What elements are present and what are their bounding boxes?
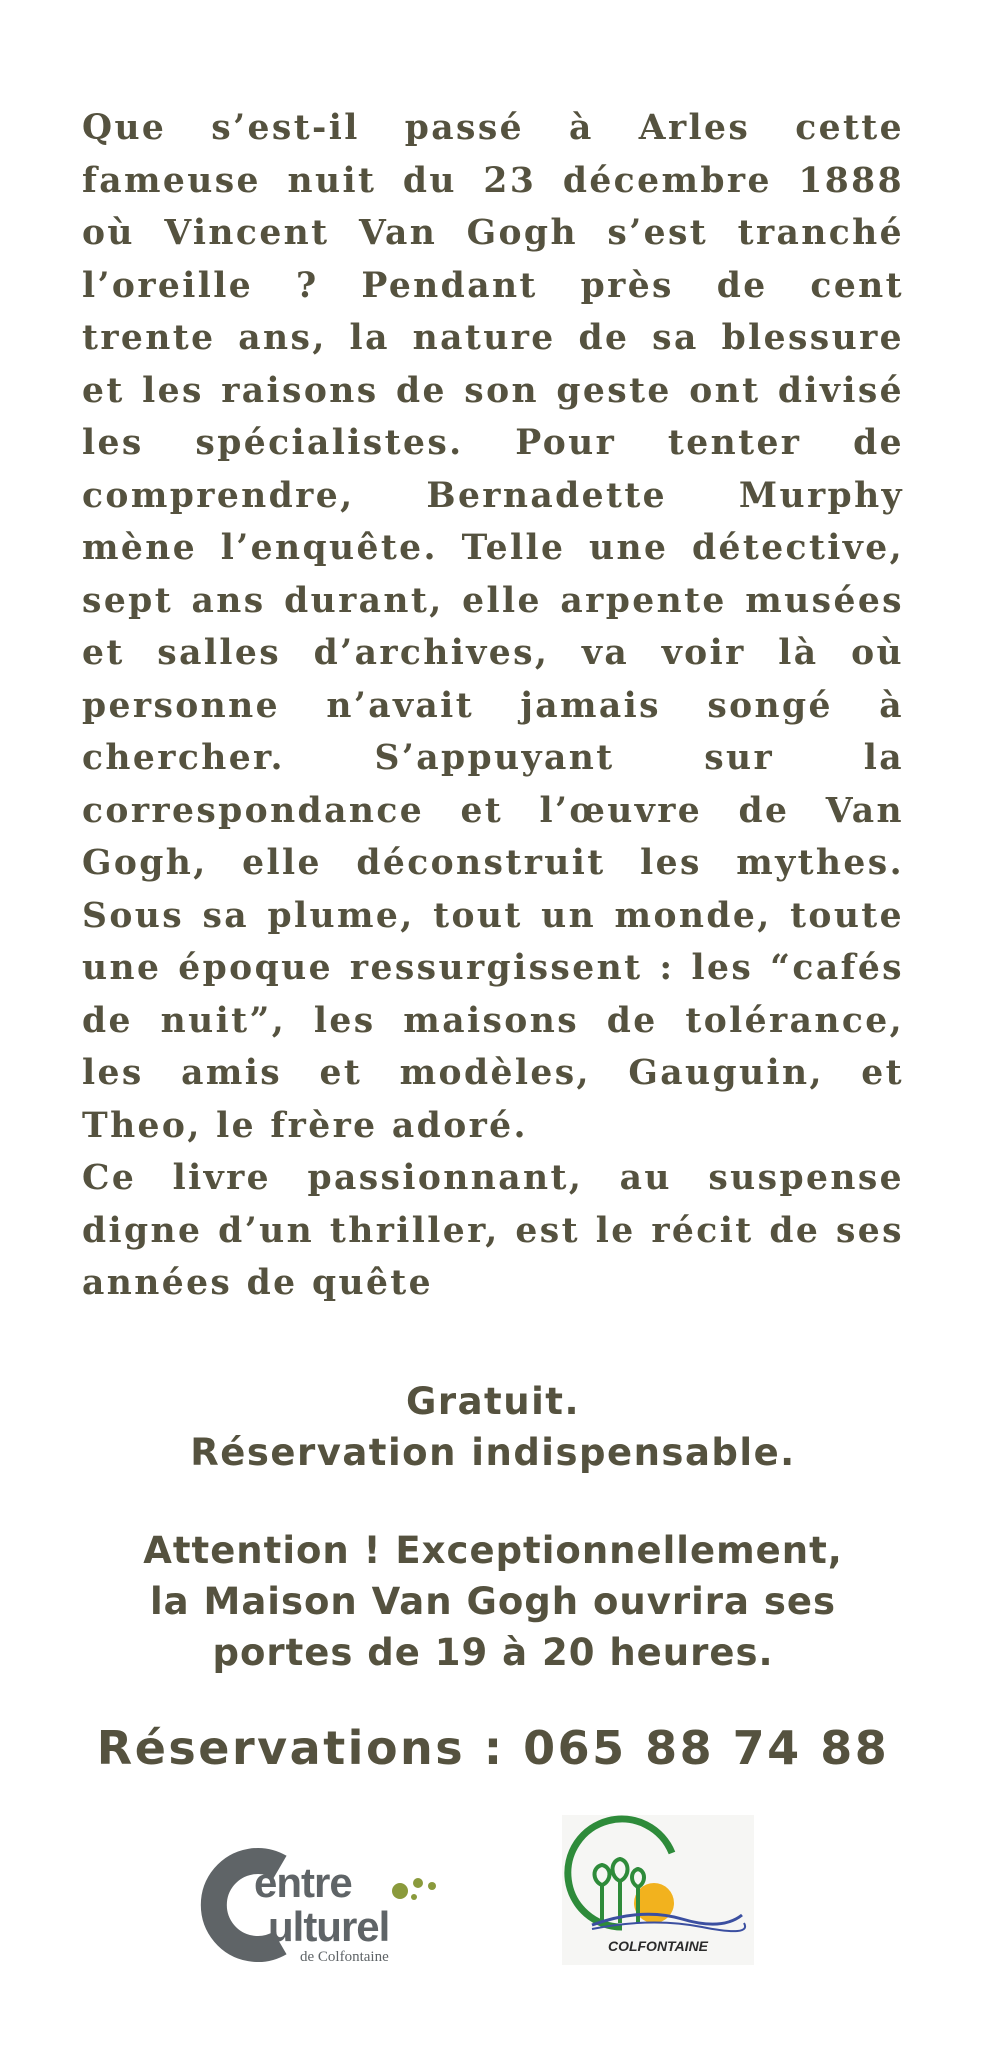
logo-subtitle: de Colfontaine [300,1949,389,1965]
admission-info [60,1376,926,1478]
free-label: Gratuit. [405,1380,581,1423]
logo-line2: ulturel [268,1903,390,1950]
colfontaine-name: COLFONTAINE [607,1938,709,1954]
description-paragraph: Que s’est-il passé à Arles cette fameuse nuit du 23 décembre 1888 où Vincent Van Gogh s’est tranché l’oreille ? Pendant près de cent trente ans, la nature de sa blessure et les raisons de son geste ont divisé les spécialistes. Pour tenter de comprendre, Bernadette Murphy mène l’enquête. Telle une détective, sept ans durant, elle arpente musées et salles d’archives, va voir là où personne n’avait jamais songé à chercher. S’appuyant sur la correspondance et l’œuvre de Van Gogh, elle déconstruit les mythes. Sous sa plume, tout un monde, toute une époque ressurgissent : les “cafés de nuit”, les maisons de tolérance, les amis et modèles, Gauguin, et Theo, le frère adoré. [82,108,904,1146]
book-description [82,102,904,1310]
description-paragraph: Ce livre passionnant, au suspense digne d’un thriller, est le récit de ses années de quête [82,1158,904,1303]
attention-line: la Maison Van Gogh ouvrira ses [149,1580,836,1623]
colfontaine-logo [562,1815,754,1965]
logo-dot [428,1882,436,1890]
logo-dot [413,1878,423,1888]
reservations-phone: Réservations : 065 88 74 88 [96,1721,890,1775]
logo-dot [392,1883,408,1899]
logo-dot [411,1894,417,1900]
reservation-required-label: Réservation indispensable. [190,1431,796,1474]
attention-line: portes de 19 à 20 heures. [212,1631,774,1674]
logo-line1: entre [254,1859,352,1906]
attention-notice [60,1525,926,1678]
centre-culturel-logo [192,1845,492,1965]
attention-line: Attention ! Exceptionnellement, [143,1529,843,1572]
